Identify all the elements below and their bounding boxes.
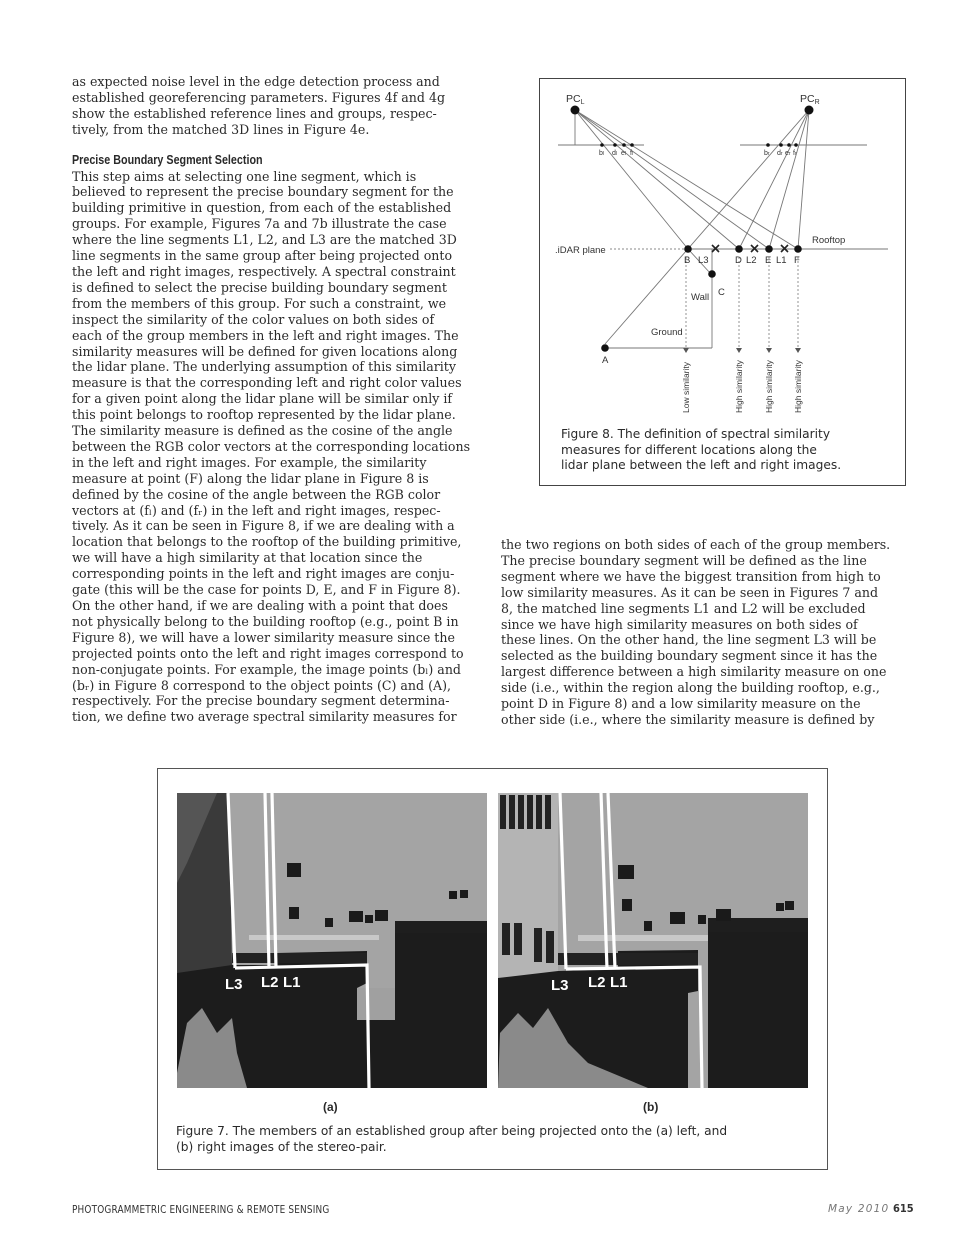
- text-line: the two regions on both sides of each of the group members.: [501, 537, 891, 552]
- text-line: vectors at (fₗ) and (fᵣ) in the left and right images, respec-: [72, 502, 441, 518]
- svg-text:L2: L2: [746, 255, 757, 266]
- svg-text:bl: bl: [599, 150, 605, 157]
- spectral-similarity-diagram: [540, 79, 907, 487]
- svg-text:L1: L1: [610, 974, 628, 991]
- text-line: similarity measures will be defined for given locations along: [72, 343, 458, 359]
- text-line: groups. For example, Figures 7a and 7b illustrate the case: [72, 216, 447, 232]
- text-line: each of the group members in the left and right images. The: [72, 327, 459, 343]
- caption-line: measures for different locations along the: [561, 442, 817, 457]
- svg-text:L3: L3: [551, 977, 569, 994]
- issue-date: May 2010: [828, 1203, 890, 1215]
- text-line: is defined to select the precise building boundary segment: [72, 279, 447, 295]
- text-line: tively. As it can be seen in Figure 8, if we are dealing with a: [72, 518, 455, 534]
- text-line: established georeferencing parameters. Figures 4f and 4g: [72, 89, 446, 105]
- svg-text:br: br: [764, 150, 770, 157]
- wall-label: Wall: [691, 292, 710, 303]
- text-line: in the left and right images. For example, the similarity: [72, 454, 427, 470]
- text-line: Figure 8), we will have a lower similarity measure since the: [72, 629, 455, 645]
- text-line: respectively. For the precise boundary segment determina-: [72, 693, 450, 709]
- text-line: since we have high similarity measures on both sides of: [501, 616, 858, 632]
- figure-8: [539, 78, 906, 486]
- section-heading: Precise Boundary Segment Selection: [72, 152, 263, 167]
- svg-text:L3: L3: [225, 976, 243, 993]
- svg-text:fr: fr: [793, 150, 797, 157]
- text-line: between the RGB color vectors at the corresponding locations: [72, 438, 471, 454]
- text-line: segment where we have the biggest transition from high to: [501, 568, 881, 584]
- caption-line: (b) right images of the stereo-pair.: [176, 1139, 387, 1154]
- text-line: the lidar plane. The underlying assumption of this similarity: [72, 359, 456, 375]
- intro-paragraph: [72, 74, 478, 138]
- svg-text:er: er: [785, 150, 791, 157]
- text-line: non-conjugate points. For example, the image points (bₗ) and: [72, 661, 461, 677]
- text-line: line segments in the same group after being projected onto: [72, 248, 453, 264]
- svg-text:High similarity: High similarity: [734, 360, 744, 413]
- text-line: measure is that the corresponding left and right color values: [72, 375, 462, 391]
- text-line: measure at point (F) along the lidar plane in Figure 8 is: [72, 470, 429, 486]
- page-number: 615: [893, 1202, 914, 1215]
- text-line: building primitive in question, from each of the established: [72, 200, 452, 216]
- text-line: This step aims at selecting one line segment, which is: [72, 168, 417, 184]
- text-line: gate (this will be the case for points D, E, and F in Figure 8).: [72, 582, 461, 598]
- text-line: side (i.e., within the region along the building rooftop, e.g.,: [501, 680, 880, 696]
- text-line: we will have a high similarity at that location since the: [72, 550, 423, 566]
- body-paragraph: [501, 537, 911, 728]
- text-line: from the members of this group. For such a constraint, we: [72, 295, 447, 311]
- figure-7-caption: [176, 1124, 816, 1156]
- text-line: tively, from the matched 3D lines in Figure 4e.: [72, 121, 370, 137]
- figure-7: [157, 768, 828, 1170]
- caption-line: Figure 7. The members of an established group after being projected onto the (a) left, and: [176, 1124, 728, 1138]
- subfigure-a-label: (a): [323, 1100, 338, 1114]
- svg-text:el: el: [621, 150, 627, 157]
- rooftop-label: Rooftop: [812, 235, 846, 246]
- text-line: as expected noise level in the edge detection process and: [72, 74, 440, 89]
- left-text-column: [72, 74, 478, 725]
- text-line: The precise boundary segment will be defined as the line: [501, 552, 867, 568]
- text-line: corresponding points in the left and right images are conju-: [72, 566, 455, 582]
- text-line: for a given point along the lidar plane will be similar only if: [72, 391, 453, 407]
- text-line: The similarity measure is defined as the cosine of the angle: [72, 423, 453, 439]
- text-line: point D in Figure 8) and a low similarity measure on the: [501, 696, 861, 712]
- text-line: projected points onto the left and right images correspond to: [72, 645, 464, 661]
- svg-text:High similarity: High similarity: [764, 360, 774, 413]
- svg-text:A: A: [602, 355, 609, 366]
- svg-text:Low similarity: Low similarity: [681, 361, 691, 413]
- svg-text:dr: dr: [777, 150, 783, 157]
- svg-text:L1: L1: [776, 255, 787, 266]
- text-line: believed to represent the precise boundary segment for the: [72, 184, 454, 200]
- body-paragraph: [72, 169, 478, 726]
- text-line: (bᵣ) in Figure 8 correspond to the object points (C) and (A),: [72, 677, 452, 693]
- text-line: location that belongs to the rooftop of the building primitive,: [72, 534, 462, 550]
- text-line: these lines. On the other hand, the line segment L3 will be: [501, 632, 877, 648]
- caption-line: Figure 8. The definition of spectral similarity: [561, 427, 831, 441]
- lidar-plane-label: .iDAR plane: [555, 245, 606, 256]
- svg-text:L3: L3: [698, 255, 709, 266]
- ground-label: Ground: [651, 327, 683, 338]
- text-line: the left and right images, respectively. A spectral constraint: [72, 263, 456, 279]
- journal-name: PHOTOGRAMMETRIC ENGINEERING & REMOTE SENSING: [72, 1203, 330, 1216]
- text-line: not physically belong to the building rooftop (e.g., point B in: [72, 613, 459, 629]
- text-line: show the established reference lines and groups, respec-: [72, 105, 437, 121]
- text-line: tion, we define two average spectral similarity measures for: [72, 709, 457, 725]
- svg-text:High similarity: High similarity: [793, 360, 803, 413]
- text-line: other side (i.e., where the similarity measure is defined by: [501, 711, 875, 727]
- text-line: largest difference between a high similarity measure on one: [501, 664, 887, 680]
- right-text-column: [501, 537, 911, 728]
- svg-text:dl: dl: [612, 150, 618, 157]
- stereo-left-image: [177, 793, 487, 1088]
- svg-text:L2: L2: [588, 974, 606, 991]
- text-line: this point belongs to rooftop represented by the lidar plane.: [72, 407, 456, 423]
- svg-text:E: E: [765, 255, 772, 266]
- svg-text:fl: fl: [630, 150, 634, 157]
- caption-line: lidar plane between the left and right images.: [561, 458, 842, 473]
- svg-text:D: D: [735, 255, 742, 266]
- svg-text:F: F: [794, 255, 800, 266]
- svg-text:B: B: [684, 255, 691, 266]
- text-line: selected as the building boundary segment since it has the: [501, 648, 878, 664]
- stereo-right-image: [498, 793, 808, 1088]
- pc-right-label: PCR: [800, 93, 820, 106]
- text-line: defined by the cosine of the angle between the RGB color: [72, 486, 441, 502]
- text-line: where the line segments L1, L2, and L3 are the matched 3D: [72, 232, 457, 248]
- subfigure-b-label: (b): [643, 1100, 659, 1114]
- svg-text:L1: L1: [283, 974, 301, 991]
- text-line: 8, the matched line segments L1 and L2 will be excluded: [501, 600, 866, 616]
- text-line: On the other hand, if we are dealing with a point that does: [72, 598, 448, 613]
- figure-8-caption: [561, 427, 891, 474]
- svg-text:L2: L2: [261, 974, 279, 991]
- svg-text:C: C: [718, 287, 725, 298]
- pc-left-label: PCL: [566, 93, 585, 106]
- text-line: low similarity measures. As it can be seen in Figures 7 and: [501, 584, 879, 600]
- text-line: inspect the similarity of the color values on both sides of: [72, 311, 435, 327]
